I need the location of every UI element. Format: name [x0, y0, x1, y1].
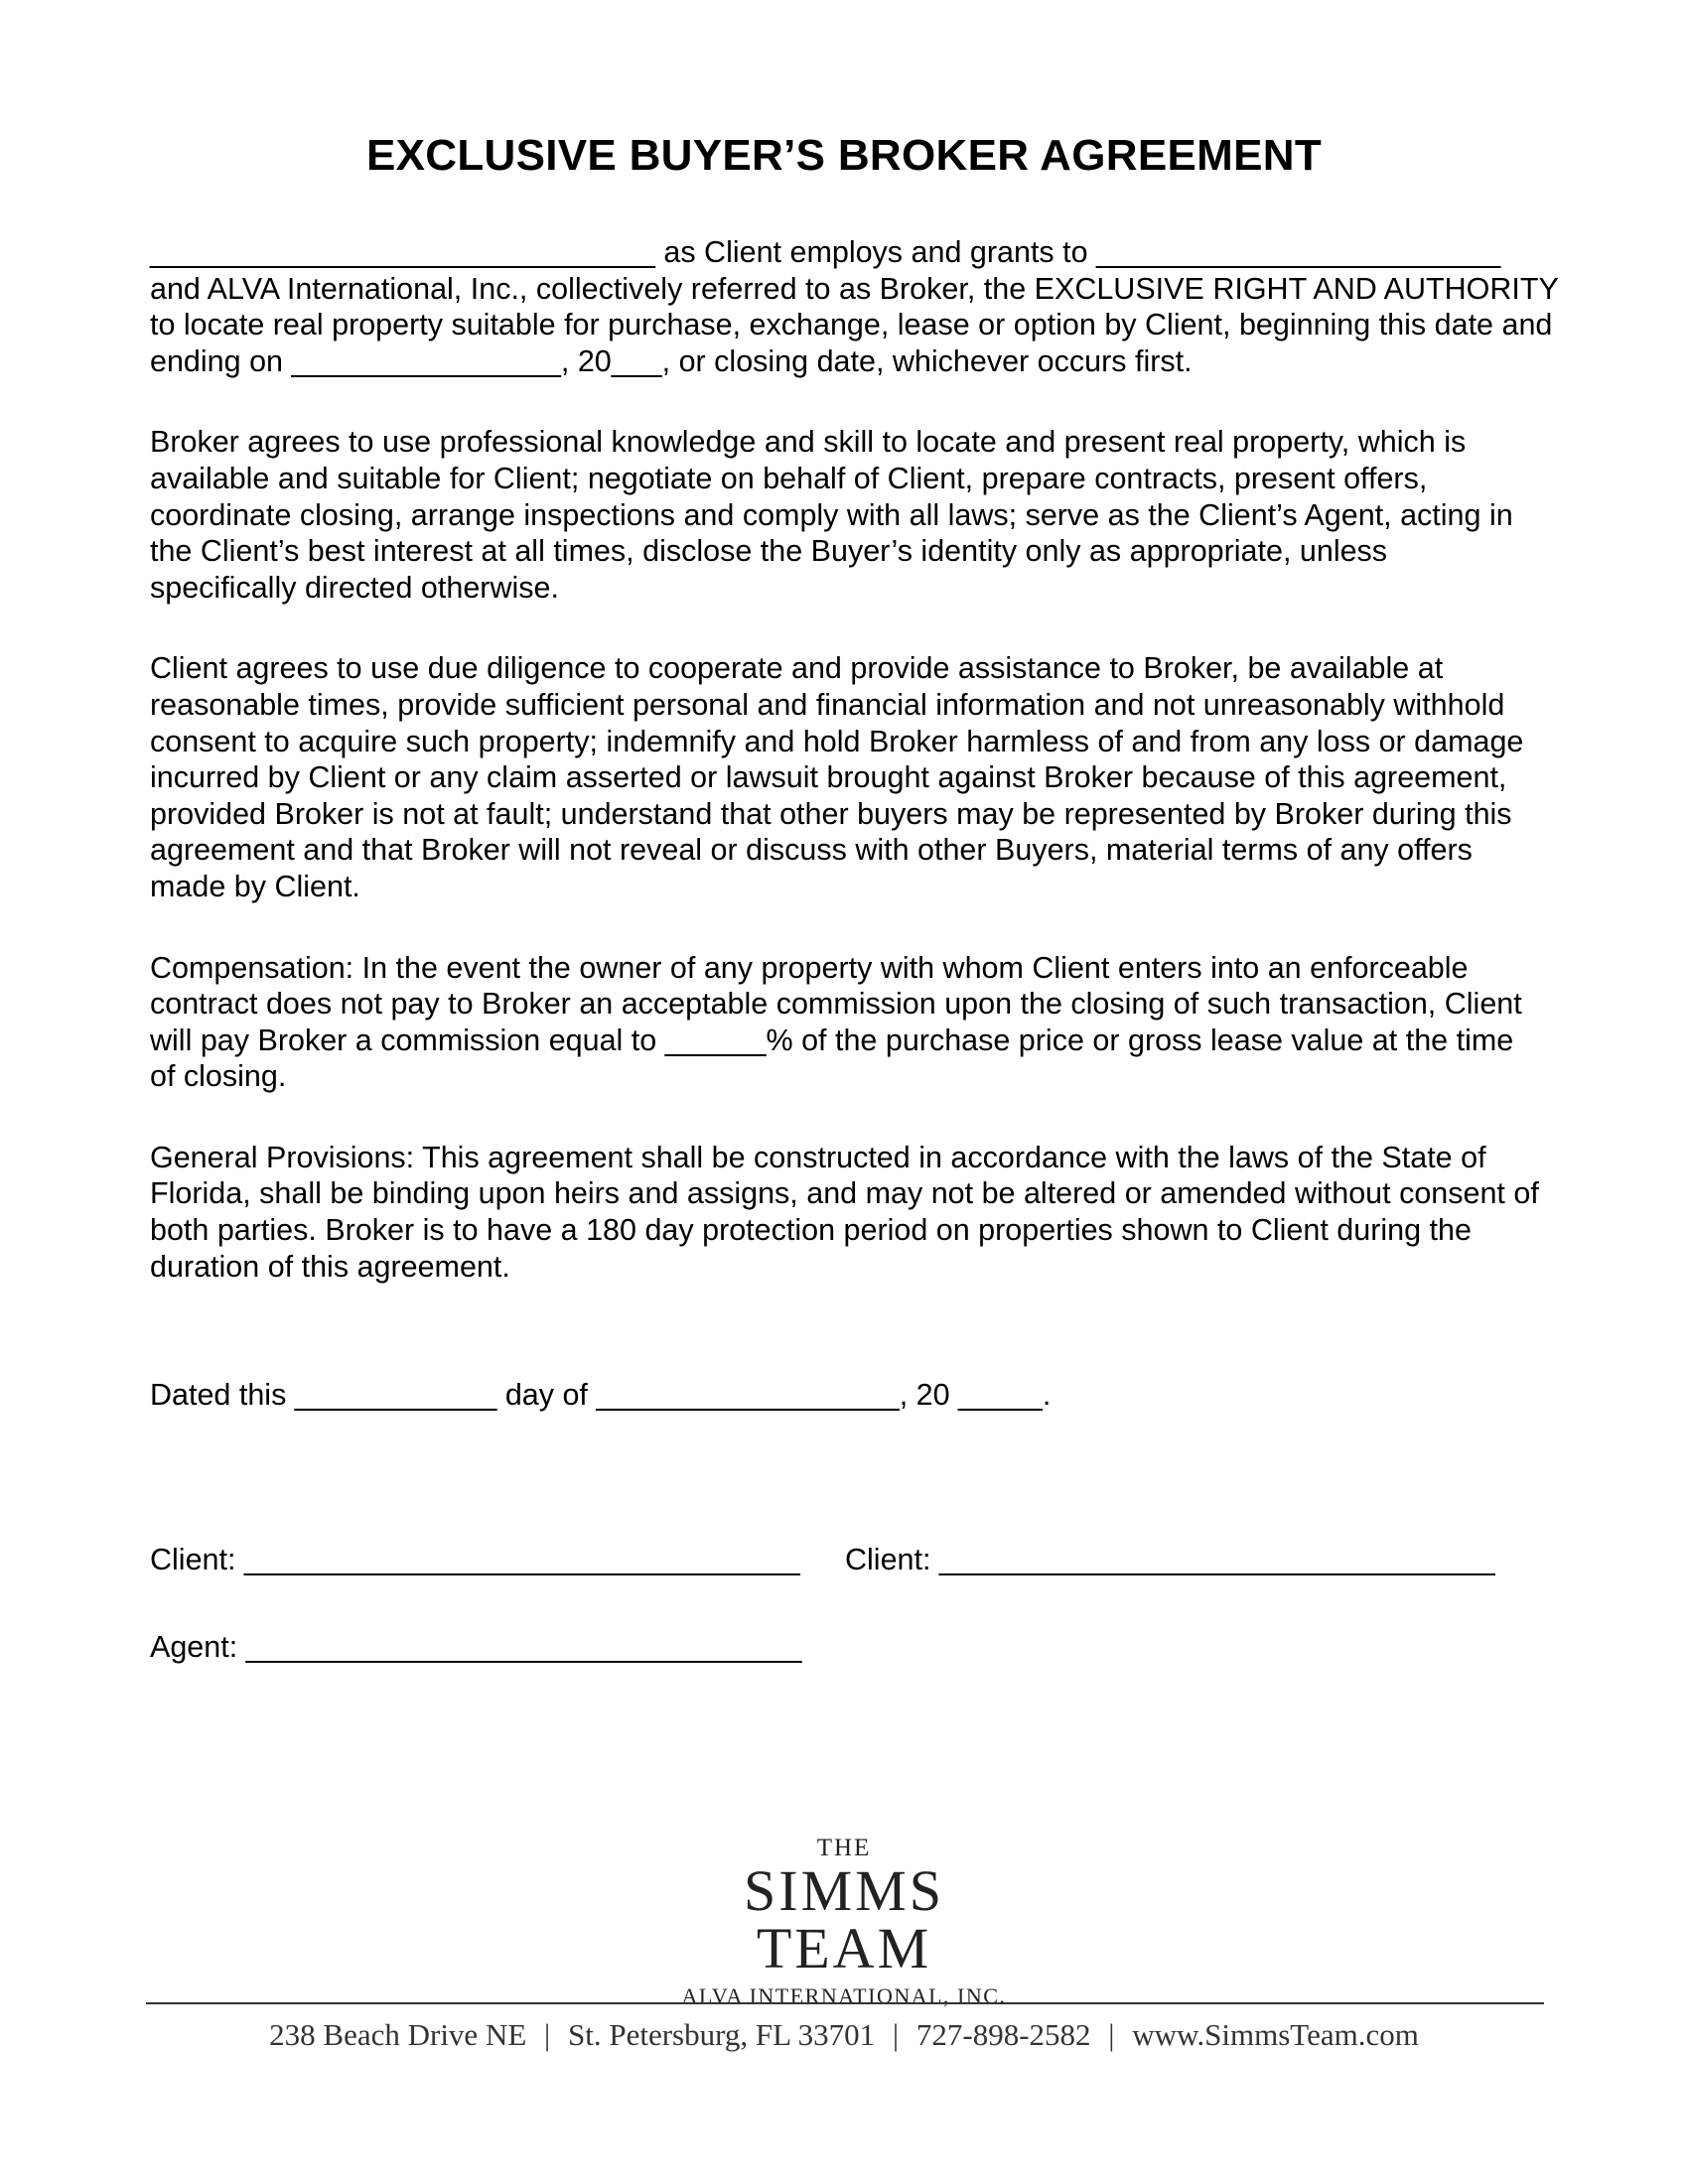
simms-team-logo — [0, 1835, 1688, 2011]
intro-line-1: ______________________________ as Client employs and grants to ________________________ — [150, 235, 1501, 269]
logo-simms: SIMMS — [744, 1858, 944, 1923]
footer-phone: 727-898-2582 — [915, 2017, 1091, 2052]
footer-separator: | — [892, 2017, 900, 2052]
logo-company: ALVA INTERNATIONAL, INC. — [681, 1983, 1007, 2008]
intro-line-3: to locate real property suitable for purchase, exchange, lease or option by Client, beginning this date and — [150, 308, 1553, 342]
footer-separator: | — [1108, 2017, 1115, 2052]
footer-contact — [0, 2017, 1688, 2053]
intro-paragraph — [150, 234, 1559, 379]
footer-separator: | — [544, 2017, 551, 2052]
footer-divider — [146, 2002, 1544, 2004]
general-provisions-paragraph: General Provisions: This agreement shall be constructed in accordance with the laws of the State of Florida, shall be binding upon heirs and assigns, and may not be altered or amended without consent of both parties. Broker is to have a 180 day protection period on properties shown to Client during the duration of this agreement. — [150, 1140, 1539, 1284]
compensation-paragraph: Compensation: In the event the owner of any property with whom Client enters into an enforceable contract does not pay to Broker an acceptable commission upon the closing of such transaction, Client will pay Broker a commission equal to ______% of the purchase price or gross lease value at the time of closing. — [150, 950, 1522, 1094]
client-duties-paragraph: Client agrees to use due diligence to cooperate and provide assistance to Broker, be available at reasonable times, provide sufficient personal and financial information and not unreasonably withhold consent to acquire such property; indemnify and hold Broker harmless of and from any loss or damage incurred by Client or any claim asserted or lawsuit brought against Broker because of this agreement, provided Broker is not at fault; understand that other buyers may be represented by Broker during this agreement and that Broker will not reveal or discuss with other Buyers, material terms of any offers made by Client. — [150, 651, 1524, 903]
logo-team: TEAM — [756, 1916, 932, 1980]
intro-line-4: ending on ________________, 20___, or closing date, whichever occurs first. — [150, 343, 1193, 378]
client-signature-line-1: Client: _________________________________ — [150, 1543, 800, 1576]
agent-signature-line: Agent: _________________________________ — [150, 1630, 802, 1664]
dated-line: Dated this ____________ day of __________________, 20 _____. — [150, 1378, 1052, 1412]
agreement-body — [150, 234, 1559, 1329]
footer-city: St. Petersburg, FL 33701 — [568, 2017, 876, 2052]
intro-line-2: and ALVA International, Inc., collectively referred to as Broker, the EXCLUSIVE RIGHT AND AUTHORITY — [150, 271, 1559, 306]
logo-the: THE — [816, 1835, 872, 1861]
document-title: EXCLUSIVE BUYER’S BROKER AGREEMENT — [365, 131, 1323, 180]
footer-website[interactable]: www.SimmsTeam.com — [1132, 2017, 1419, 2052]
client-signature-line-2: Client: _________________________________ — [845, 1543, 1495, 1576]
footer-address: 238 Beach Drive NE — [269, 2017, 527, 2052]
broker-duties-paragraph: Broker agrees to use professional knowledge and skill to locate and present real property, which is available and suitable for Client; negotiate on behalf of Client, prepare contracts, present offers, coordinate closing, arrange inspections and comply with all laws; serve as the Client’s Agent, acting in the Client’s best interest at all times, disclose the Buyer’s identity only as appropriate, unless specifically directed otherwise. — [150, 425, 1513, 605]
